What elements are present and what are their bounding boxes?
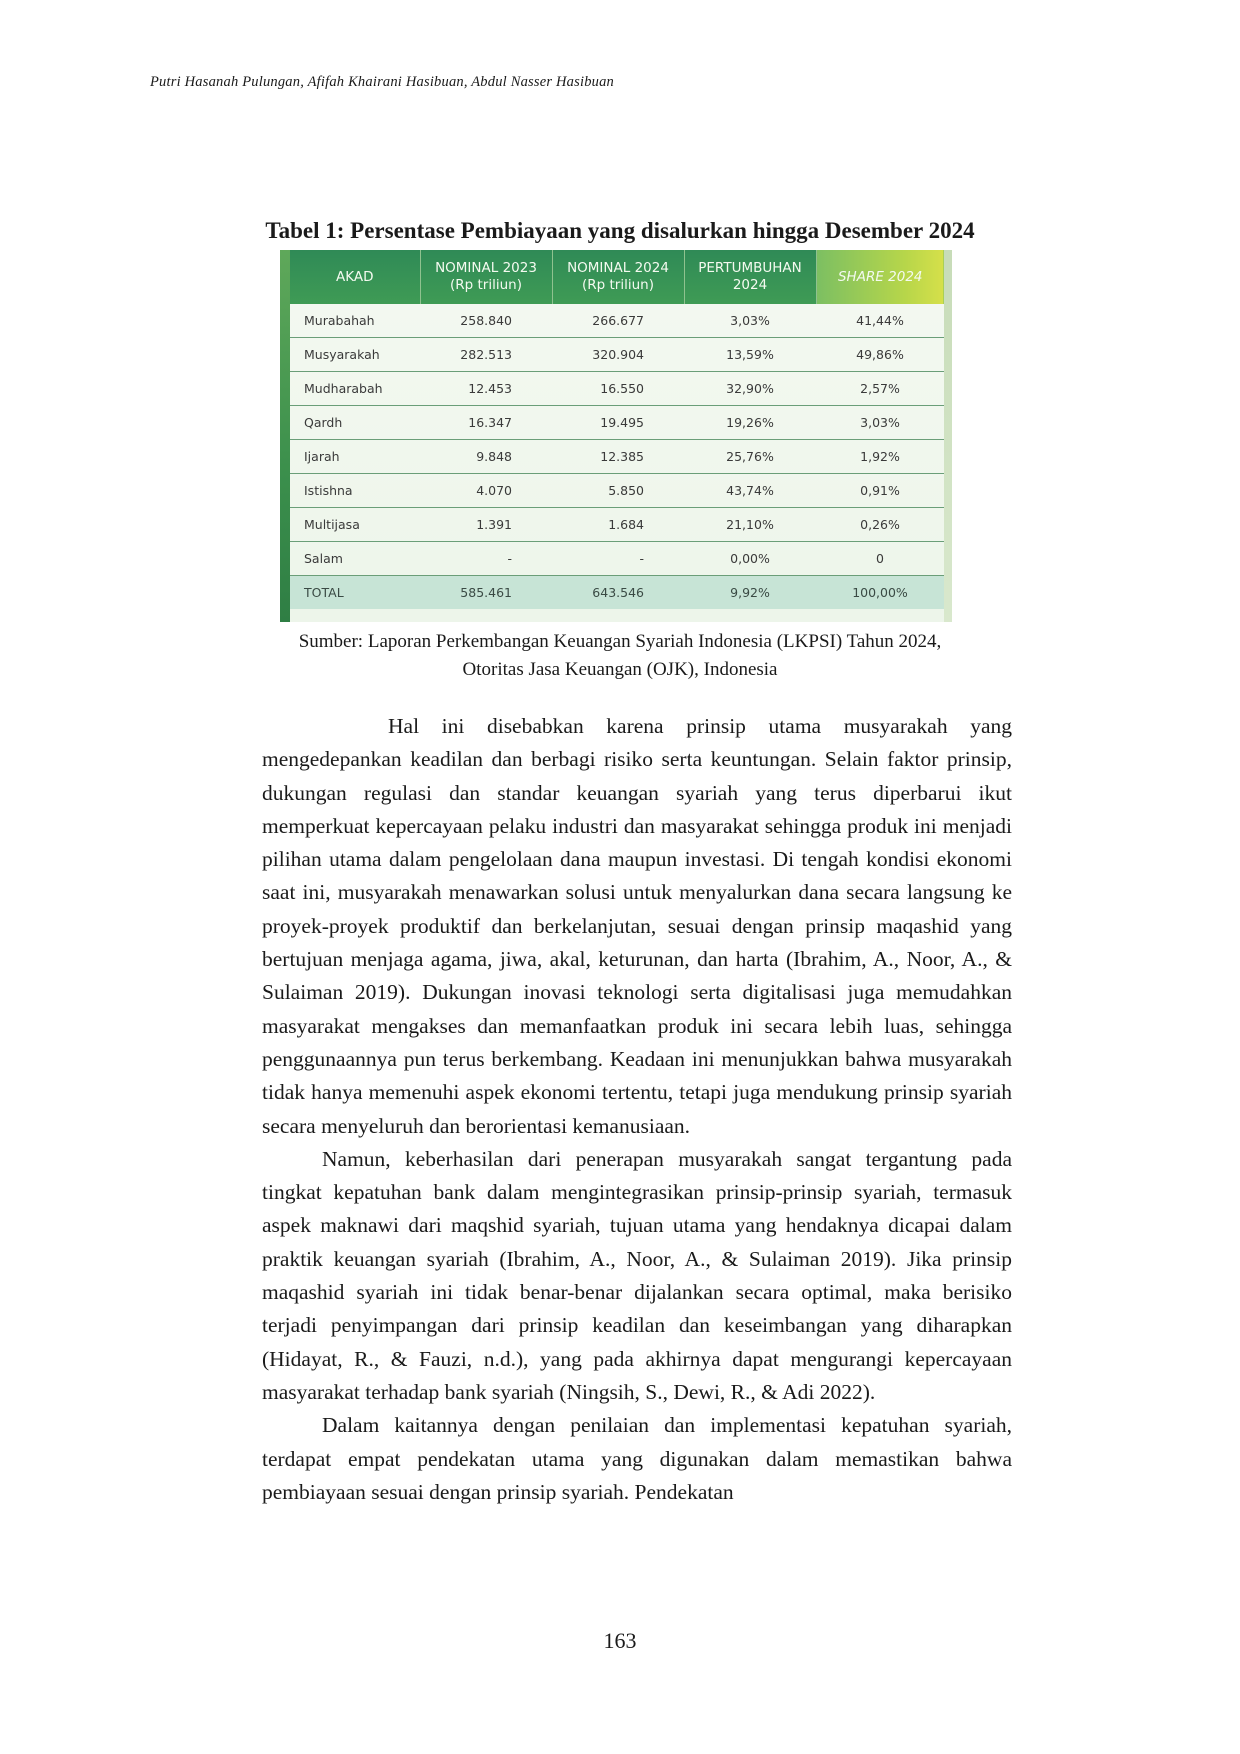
- financing-table: [290, 250, 944, 609]
- cell-share: 0: [816, 542, 944, 576]
- table-left-strip: [280, 250, 290, 622]
- cell-growth: 21,10%: [684, 508, 816, 542]
- cell-nominal-2023: 258.840: [460, 313, 512, 328]
- cell-nominal-2024: 12.385: [552, 440, 684, 474]
- header-nominal-2024-unit: (Rp triliun): [582, 277, 654, 293]
- cell-akad: Ijarah: [290, 440, 420, 474]
- paragraph-3: Dalam kaitannya dengan penilaian dan implementasi kepatuhan syariah, terdapat empat pendekatan utama yang digunakan dalam memastikan bahwa pembiayaan sesuai dengan prinsip syariah. Pendekatan: [262, 1413, 1012, 1504]
- cell-share: 49,86%: [816, 338, 944, 372]
- cell-nominal-2024: 266.677: [592, 313, 644, 328]
- table-source: [200, 628, 1040, 684]
- table-right-strip: [944, 250, 952, 622]
- cell-nominal-2024: -: [552, 542, 684, 576]
- header-nominal-2023-label: NOMINAL 2023: [435, 260, 537, 276]
- table-row: [290, 542, 944, 576]
- table-row: [290, 440, 944, 474]
- cell-share: 100,00%: [816, 576, 944, 610]
- cell-nominal-2023: 9.848: [420, 440, 552, 474]
- cell-nominal-2024: 16.550: [552, 372, 684, 406]
- cell-share: 41,44%: [856, 313, 904, 328]
- cell-growth: 9,92%: [684, 576, 816, 610]
- cell-nominal-2023: -: [420, 542, 552, 576]
- cell-akad: Multijasa: [290, 508, 420, 542]
- cell-growth: 25,76%: [684, 440, 816, 474]
- source-line-2: Otoritas Jasa Keuangan (OJK), Indonesia: [462, 659, 778, 680]
- header-growth-year: 2024: [732, 277, 768, 293]
- cell-share: 3,03%: [816, 406, 944, 440]
- table-image: [280, 250, 952, 622]
- cell-nominal-2024: 1.684: [552, 508, 684, 542]
- cell-share: 0,91%: [816, 474, 944, 508]
- table-row: [290, 508, 944, 542]
- cell-nominal-2024: 643.546: [552, 576, 684, 610]
- header-nominal-2024-label: NOMINAL 2024: [567, 260, 669, 276]
- table-row: [290, 474, 944, 508]
- cell-akad: Musyarakah: [290, 338, 420, 372]
- header-akad-label: AKAD: [336, 268, 374, 285]
- table-body: [290, 304, 944, 609]
- paragraph-1: Hal ini disebabkan karena prinsip utama musyarakah yang mengedepankan keadilan dan berbagi risiko serta keuntungan. Selain faktor prinsip, dukungan regulasi dan standar keuangan syariah yang terus diperbarui ikut memperkuat kepercayaan pelaku industri dan masyarakat sehingga produk ini menjadi pilihan utama dalam pengelolaan dana maupun investasi. Di tengah kondisi ekonomi saat ini, musyarakah menawarkan solusi untuk menyalurkan dana secara langsung ke proyek-proyek produktif dan berkelanjutan, sesuai dengan prinsip maqashid yang bertujuan menjaga agama, jiwa, akal, keturunan, dan harta (Ibrahim, A., Noor, A., & Sulaiman 2019). Dukungan inovasi teknologi serta digitalisasi juga memudahkan masyarakat mengakses dan memanfaatkan produk ini secara lebih luas, sehingga penggunaannya pun terus berkembang. Keadaan ini menunjukkan bahwa musyarakah tidak hanya memenuhi aspek ekonomi tertentu, tetapi juga mendukung prinsip syariah secara menyeluruh dan berorientasi kemanusiaan.: [262, 714, 1012, 1138]
- cell-nominal-2024: 320.904: [552, 338, 684, 372]
- cell-nominal-2023: 4.070: [420, 474, 552, 508]
- table-header-row: [290, 250, 944, 304]
- cell-share: 0,26%: [816, 508, 944, 542]
- cell-nominal-2024: 19.495: [552, 406, 684, 440]
- cell-growth: 13,59%: [684, 338, 816, 372]
- cell-nominal-2023: 282.513: [420, 338, 552, 372]
- cell-akad: Mudharabah: [290, 372, 420, 406]
- table-row: [290, 372, 944, 406]
- cell-growth: 32,90%: [684, 372, 816, 406]
- paragraph-2: Namun, keberhasilan dari penerapan musyarakah sangat tergantung pada tingkat kepatuhan bank dalam mengintegrasikan prinsip-prinsip syariah, termasuk aspek maknawi dari maqshid syariah, tujuan utama yang hendaknya dicapai dalam praktik keuangan syariah (Ibrahim, A., Noor, A., & Sulaiman 2019). Jika prinsip maqashid syariah ini tidak benar-benar dijalankan secara optimal, maka berisiko terjadi penyimpangan dari prinsip keadilan dan keseimbangan yang diharapkan (Hidayat, R., & Fauzi, n.d.), yang pada akhirnya dapat mengurangi kepercayaan masyarakat terhadap bank syariah (Ningsih, S., Dewi, R., & Adi 2022).: [262, 1146, 1012, 1404]
- cell-growth: 0,00%: [684, 542, 816, 576]
- table-row: [290, 338, 944, 372]
- header-nominal-2024: [552, 250, 684, 304]
- cell-nominal-2023: 585.461: [420, 576, 552, 610]
- cell-akad: TOTAL: [290, 576, 420, 610]
- table-row: [290, 304, 944, 338]
- cell-nominal-2024: 5.850: [552, 474, 684, 508]
- cell-growth: 43,74%: [684, 474, 816, 508]
- body-text: [262, 710, 1012, 1509]
- running-head-authors: Putri Hasanah Pulungan, Afifah Khairani Hasibuan, Abdul Nasser Hasibuan: [150, 74, 615, 90]
- header-growth: [684, 250, 816, 304]
- cell-nominal-2023: 16.347: [420, 406, 552, 440]
- header-share-label: SHARE 2024: [837, 268, 923, 285]
- cell-nominal-2023: 12.453: [420, 372, 552, 406]
- cell-akad: Salam: [290, 542, 420, 576]
- cell-akad: Qardh: [290, 406, 420, 440]
- header-akad: [290, 250, 420, 304]
- cell-growth: 19,26%: [684, 406, 816, 440]
- table-row: [290, 406, 944, 440]
- cell-growth: 3,03%: [730, 313, 770, 328]
- source-line-1: Sumber: Laporan Perkembangan Keuangan Syariah Indonesia (LKPSI) Tahun 2024,: [298, 631, 942, 652]
- header-growth-label: PERTUMBUHAN: [698, 260, 802, 276]
- page-number: 163: [603, 1628, 637, 1653]
- table-title: Tabel 1: Persentase Pembiayaan yang disalurkan hingga Desember 2024: [265, 218, 975, 243]
- header-nominal-2023-unit: (Rp triliun): [450, 277, 522, 293]
- header-share: [816, 250, 944, 304]
- cell-share: 2,57%: [816, 372, 944, 406]
- cell-share: 1,92%: [816, 440, 944, 474]
- header-nominal-2023: [420, 250, 552, 304]
- cell-nominal-2023: 1.391: [420, 508, 552, 542]
- cell-akad: Murabahah: [304, 313, 375, 328]
- cell-akad: Istishna: [290, 474, 420, 508]
- table-total-row: [290, 576, 944, 610]
